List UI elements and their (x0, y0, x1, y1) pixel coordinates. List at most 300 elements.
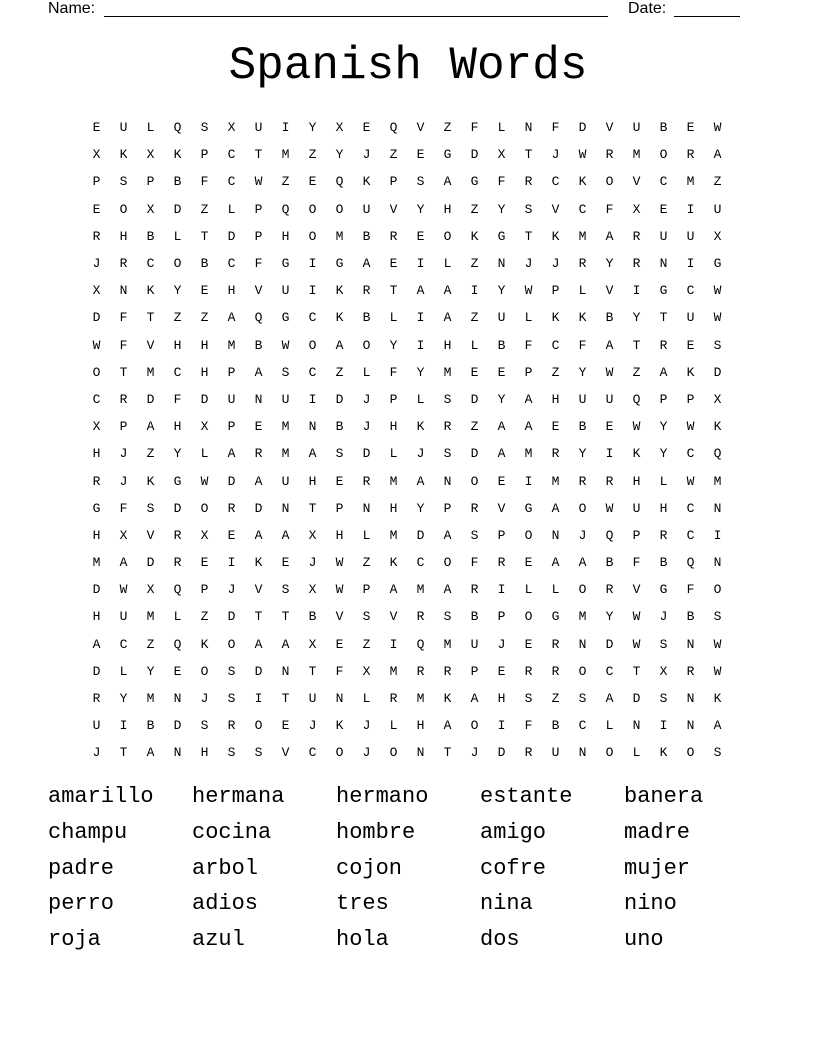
grid-letter: D (416, 527, 425, 543)
grid-letter: U (254, 120, 263, 136)
grid-letter: C (308, 364, 317, 380)
grid-letter: T (524, 228, 533, 244)
grid-letter: C (416, 555, 425, 571)
grid-letter: R (686, 147, 695, 163)
grid-letter: C (308, 745, 317, 761)
grid-letter: E (362, 120, 371, 136)
grid-letter: M (281, 147, 290, 163)
grid-letter: S (254, 745, 263, 761)
grid-letter: Z (470, 201, 479, 217)
grid-letter: P (146, 174, 155, 190)
grid-letter: V (416, 120, 425, 136)
grid-letter: U (119, 120, 128, 136)
grid-letter: N (659, 256, 668, 272)
grid-letter: I (659, 718, 668, 734)
grid-letter: Y (416, 500, 425, 516)
grid-letter: W (686, 419, 695, 435)
grid-letter: I (119, 718, 128, 734)
grid-letter: J (92, 256, 101, 272)
grid-letter: F (254, 256, 263, 272)
letter-grid (83, 114, 733, 767)
grid-letter: X (92, 419, 101, 435)
grid-letter: V (281, 745, 290, 761)
grid-letter: W (254, 174, 263, 190)
grid-letter: P (119, 419, 128, 435)
grid-letter: A (416, 283, 425, 299)
grid-letter: G (173, 473, 182, 489)
grid-letter: P (389, 174, 398, 190)
grid-letter: Z (146, 446, 155, 462)
grid-letter: A (605, 691, 614, 707)
grid-letter: R (605, 582, 614, 598)
grid-letter: K (335, 310, 344, 326)
grid-letter: Q (389, 120, 398, 136)
grid-letter: W (335, 555, 344, 571)
grid-letter: D (92, 582, 101, 598)
grid-letter: N (281, 500, 290, 516)
grid-letter: Z (200, 609, 209, 625)
grid-letter: J (308, 555, 317, 571)
grid-letter: E (308, 174, 317, 190)
word-list-item: banera (624, 784, 704, 809)
grid-letter: E (173, 663, 182, 679)
grid-letter: N (524, 120, 533, 136)
grid-letter: X (146, 201, 155, 217)
grid-letter: C (578, 718, 587, 734)
grid-letter: D (173, 201, 182, 217)
grid-letter: A (335, 337, 344, 353)
grid-letter: R (524, 745, 533, 761)
grid-letter: H (497, 691, 506, 707)
grid-letter: H (389, 500, 398, 516)
grid-letter: O (524, 609, 533, 625)
grid-letter: B (362, 228, 371, 244)
name-line[interactable] (104, 16, 608, 17)
grid-letter: R (92, 473, 101, 489)
grid-letter: E (335, 636, 344, 652)
grid-letter: L (119, 663, 128, 679)
grid-letter: W (686, 473, 695, 489)
grid-letter: O (578, 500, 587, 516)
grid-letter: R (119, 391, 128, 407)
grid-letter: N (578, 745, 587, 761)
grid-letter: A (308, 446, 317, 462)
grid-letter: L (524, 310, 533, 326)
grid-letter: H (92, 446, 101, 462)
grid-letter: G (713, 256, 722, 272)
grid-letter: D (335, 391, 344, 407)
grid-letter: Y (659, 419, 668, 435)
grid-letter: R (524, 174, 533, 190)
word-list-item: madre (624, 819, 691, 845)
grid-letter: P (659, 391, 668, 407)
grid-letter: A (254, 364, 263, 380)
grid-letter: P (254, 201, 263, 217)
grid-letter: M (443, 364, 452, 380)
grid-letter: Y (497, 391, 506, 407)
grid-letter: B (686, 609, 695, 625)
grid-letter: R (605, 147, 614, 163)
grid-letter: A (281, 527, 290, 543)
grid-letter: K (659, 745, 668, 761)
grid-letter: U (659, 228, 668, 244)
word-list-item: arbol (192, 855, 259, 881)
grid-letter: T (308, 663, 317, 679)
grid-letter: V (389, 201, 398, 217)
grid-letter: I (416, 256, 425, 272)
grid-letter: D (470, 446, 479, 462)
grid-letter: N (362, 500, 371, 516)
grid-letter: Q (335, 174, 344, 190)
grid-letter: Q (173, 582, 182, 598)
grid-letter: S (443, 609, 452, 625)
grid-letter: J (362, 745, 371, 761)
grid-letter: A (605, 228, 614, 244)
grid-letter: O (92, 364, 101, 380)
grid-letter: H (200, 745, 209, 761)
grid-letter: L (470, 337, 479, 353)
grid-letter: P (497, 609, 506, 625)
grid-letter: K (686, 364, 695, 380)
grid-letter: N (686, 691, 695, 707)
grid-letter: I (389, 636, 398, 652)
grid-letter: M (281, 446, 290, 462)
grid-letter: D (254, 500, 263, 516)
grid-letter: E (497, 663, 506, 679)
grid-letter: K (254, 555, 263, 571)
grid-letter: Q (416, 636, 425, 652)
grid-letter: H (173, 419, 182, 435)
grid-letter: N (254, 391, 263, 407)
grid-letter: P (200, 582, 209, 598)
grid-letter: M (281, 419, 290, 435)
grid-letter: R (227, 718, 236, 734)
grid-letter: O (578, 582, 587, 598)
grid-letter: U (92, 718, 101, 734)
grid-letter: R (227, 500, 236, 516)
grid-letter: E (416, 228, 425, 244)
grid-letter: R (389, 691, 398, 707)
grid-letter: K (551, 310, 560, 326)
grid-letter: O (389, 745, 398, 761)
grid-letter: J (119, 446, 128, 462)
grid-letter: U (551, 745, 560, 761)
grid-letter: H (659, 500, 668, 516)
grid-letter: Y (389, 337, 398, 353)
grid-letter: O (470, 718, 479, 734)
grid-letter: Q (605, 527, 614, 543)
grid-letter: J (416, 446, 425, 462)
grid-letter: T (524, 147, 533, 163)
grid-letter: U (281, 283, 290, 299)
grid-letter: M (578, 609, 587, 625)
grid-letter: N (443, 473, 452, 489)
grid-letter: R (443, 419, 452, 435)
grid-letter: V (605, 120, 614, 136)
word-list-item: adios (192, 891, 259, 917)
grid-letter: D (227, 609, 236, 625)
grid-letter: C (686, 500, 695, 516)
grid-letter: I (605, 446, 614, 462)
grid-letter: I (227, 555, 236, 571)
grid-letter: Z (632, 364, 641, 380)
grid-letter: K (578, 174, 587, 190)
grid-letter: J (362, 147, 371, 163)
grid-letter: U (578, 391, 587, 407)
grid-letter: U (281, 391, 290, 407)
grid-letter: Z (200, 310, 209, 326)
grid-letter: T (281, 691, 290, 707)
grid-letter: A (416, 473, 425, 489)
grid-letter: T (119, 745, 128, 761)
grid-letter: R (92, 691, 101, 707)
grid-letter: L (200, 446, 209, 462)
grid-letter: L (173, 228, 182, 244)
grid-letter: E (389, 256, 398, 272)
grid-letter: U (632, 500, 641, 516)
grid-letter: G (659, 283, 668, 299)
grid-letter: K (632, 446, 641, 462)
grid-letter: O (362, 337, 371, 353)
grid-letter: R (173, 527, 182, 543)
grid-letter: C (227, 174, 236, 190)
grid-letter: H (173, 337, 182, 353)
grid-letter: U (632, 120, 641, 136)
grid-letter: M (389, 473, 398, 489)
grid-letter: R (605, 473, 614, 489)
grid-letter: S (146, 500, 155, 516)
grid-letter: B (605, 310, 614, 326)
grid-letter: V (497, 500, 506, 516)
grid-letter: J (551, 256, 560, 272)
grid-letter: R (578, 473, 587, 489)
grid-letter: M (92, 555, 101, 571)
grid-letter: N (173, 691, 182, 707)
grid-letter: M (146, 691, 155, 707)
grid-letter: U (308, 691, 317, 707)
grid-letter: L (551, 582, 560, 598)
grid-letter: B (146, 718, 155, 734)
grid-letter: I (497, 582, 506, 598)
grid-letter: T (254, 609, 263, 625)
grid-letter: P (551, 283, 560, 299)
grid-letter: V (254, 283, 263, 299)
grid-letter: M (146, 364, 155, 380)
grid-letter: H (200, 337, 209, 353)
grid-letter: E (92, 120, 101, 136)
grid-letter: A (659, 364, 668, 380)
grid-letter: O (605, 745, 614, 761)
grid-letter: A (227, 310, 236, 326)
grid-letter: R (362, 473, 371, 489)
grid-letter: S (524, 201, 533, 217)
grid-letter: I (632, 283, 641, 299)
grid-letter: R (632, 256, 641, 272)
grid-letter: Y (416, 201, 425, 217)
grid-letter: U (281, 473, 290, 489)
grid-letter: M (416, 582, 425, 598)
grid-letter: I (497, 718, 506, 734)
grid-letter: C (119, 636, 128, 652)
grid-letter: J (578, 527, 587, 543)
grid-letter: S (200, 718, 209, 734)
grid-letter: P (389, 391, 398, 407)
grid-letter: Y (578, 364, 587, 380)
grid-letter: K (416, 419, 425, 435)
grid-letter: G (524, 500, 533, 516)
grid-letter: I (686, 256, 695, 272)
grid-letter: F (173, 391, 182, 407)
grid-letter: S (200, 120, 209, 136)
grid-letter: W (335, 582, 344, 598)
grid-letter: C (551, 174, 560, 190)
grid-letter: X (632, 201, 641, 217)
grid-letter: O (308, 201, 317, 217)
grid-letter: O (308, 337, 317, 353)
word-list-item: uno (624, 927, 664, 953)
grid-letter: B (605, 555, 614, 571)
grid-letter: A (470, 691, 479, 707)
grid-letter: O (524, 527, 533, 543)
grid-letter: N (713, 500, 722, 516)
grid-letter: B (173, 174, 182, 190)
name-label: Name: (48, 0, 96, 17)
grid-letter: X (146, 582, 155, 598)
grid-letter: D (470, 391, 479, 407)
grid-letter: D (227, 473, 236, 489)
grid-letter: N (335, 691, 344, 707)
grid-letter: A (605, 337, 614, 353)
word-list-item: nina (480, 891, 533, 917)
grid-letter: O (227, 636, 236, 652)
grid-letter: G (281, 310, 290, 326)
grid-letter: H (92, 609, 101, 625)
grid-letter: C (686, 283, 695, 299)
grid-letter: Y (605, 609, 614, 625)
grid-letter: S (281, 582, 290, 598)
grid-letter: U (686, 310, 695, 326)
grid-letter: C (92, 391, 101, 407)
date-line[interactable] (674, 16, 740, 17)
grid-letter: P (632, 527, 641, 543)
grid-letter: K (146, 473, 155, 489)
grid-letter: D (227, 228, 236, 244)
grid-letter: R (416, 663, 425, 679)
grid-letter: P (443, 500, 452, 516)
grid-letter: K (470, 228, 479, 244)
grid-letter: T (443, 745, 452, 761)
grid-letter: K (362, 174, 371, 190)
grid-letter: F (119, 337, 128, 353)
grid-letter: S (578, 691, 587, 707)
word-list-item: hombre (336, 819, 416, 845)
grid-letter: O (335, 201, 344, 217)
grid-letter: R (632, 228, 641, 244)
grid-letter: Z (335, 364, 344, 380)
grid-letter: A (254, 473, 263, 489)
grid-letter: Z (389, 147, 398, 163)
word-list (48, 781, 768, 960)
grid-letter: J (308, 718, 317, 734)
grid-letter: R (470, 582, 479, 598)
grid-letter: L (659, 473, 668, 489)
grid-letter: F (389, 364, 398, 380)
word-list-item: hermano (336, 784, 429, 809)
grid-letter: K (551, 228, 560, 244)
grid-letter: Y (497, 201, 506, 217)
grid-letter: R (659, 527, 668, 543)
grid-letter: Q (254, 310, 263, 326)
grid-letter: R (470, 500, 479, 516)
grid-letter: I (686, 201, 695, 217)
grid-letter: O (578, 663, 587, 679)
grid-letter: N (281, 663, 290, 679)
grid-letter: C (173, 364, 182, 380)
grid-letter: Z (443, 120, 452, 136)
grid-letter: F (119, 310, 128, 326)
grid-letter: B (470, 609, 479, 625)
grid-letter: P (470, 663, 479, 679)
date-label: Date: (628, 0, 667, 17)
grid-letter: X (335, 120, 344, 136)
grid-letter: W (713, 310, 722, 326)
grid-letter: F (497, 174, 506, 190)
word-list-item: cofre (480, 855, 547, 881)
grid-letter: N (686, 718, 695, 734)
grid-letter: C (686, 527, 695, 543)
grid-letter: A (524, 391, 533, 407)
grid-letter: U (470, 636, 479, 652)
grid-letter: A (443, 718, 452, 734)
grid-letter: J (200, 691, 209, 707)
grid-letter: T (632, 337, 641, 353)
grid-letter: I (713, 527, 722, 543)
grid-letter: J (362, 718, 371, 734)
grid-letter: Q (173, 636, 182, 652)
grid-letter: Y (659, 446, 668, 462)
grid-letter: R (578, 256, 587, 272)
grid-letter: S (470, 527, 479, 543)
grid-letter: K (173, 147, 182, 163)
grid-letter: O (686, 745, 695, 761)
grid-letter: Z (362, 555, 371, 571)
word-list-item: perro (48, 891, 115, 917)
grid-letter: E (659, 201, 668, 217)
grid-letter: F (470, 555, 479, 571)
grid-letter: H (92, 527, 101, 543)
grid-letter: K (200, 636, 209, 652)
grid-letter: Z (308, 147, 317, 163)
grid-letter: V (254, 582, 263, 598)
grid-letter: Q (713, 446, 722, 462)
grid-letter: R (686, 663, 695, 679)
grid-letter: Y (173, 446, 182, 462)
word-list-item: nino (624, 891, 677, 917)
grid-letter: P (335, 500, 344, 516)
grid-letter: R (389, 228, 398, 244)
grid-letter: U (686, 228, 695, 244)
grid-letter: O (200, 500, 209, 516)
grid-letter: N (119, 283, 128, 299)
grid-letter: J (524, 256, 533, 272)
grid-letter: H (416, 718, 425, 734)
word-list-item: hermana (192, 784, 285, 809)
grid-letter: B (335, 419, 344, 435)
grid-letter: W (713, 120, 722, 136)
grid-letter: I (308, 283, 317, 299)
grid-letter: J (227, 582, 236, 598)
grid-letter: T (308, 500, 317, 516)
